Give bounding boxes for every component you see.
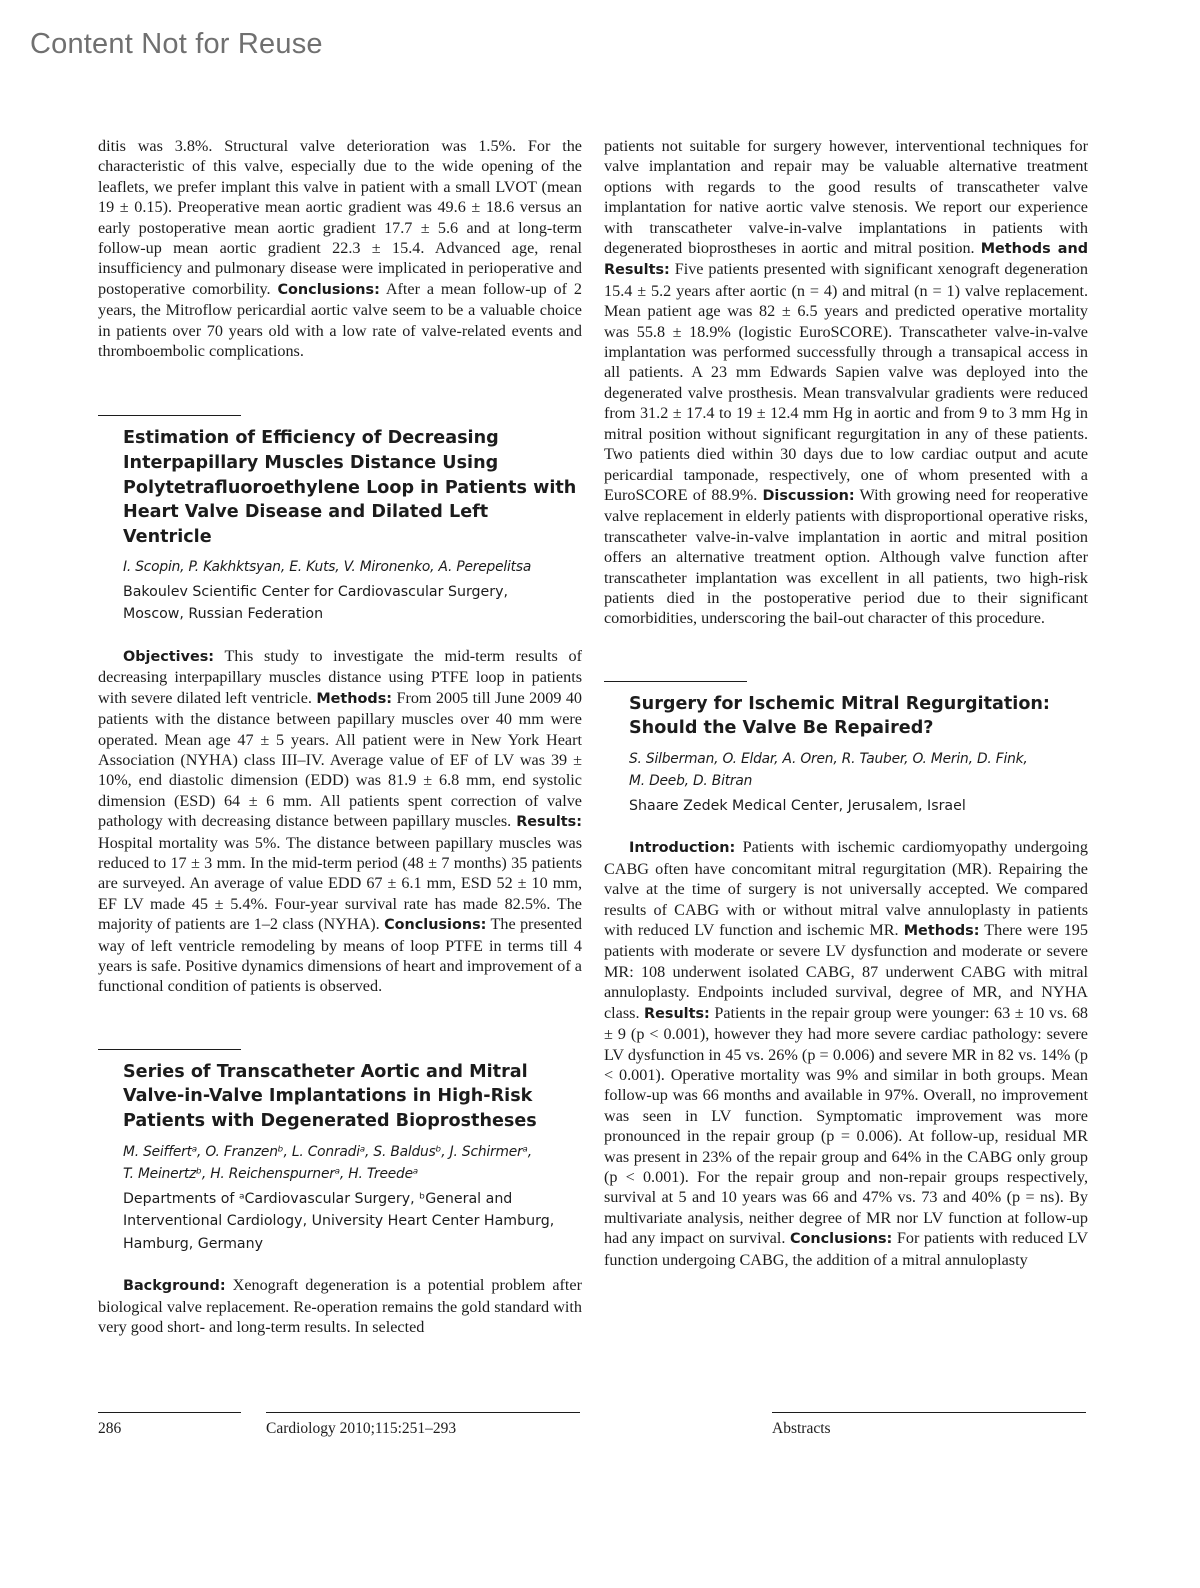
introduction-text: Patients with ischemic cardiomyopathy undergoing CABG often have concomitant mitral regurgitation (MR). Repairing the valve at the time of surgery is not universally accepted. We compared results of CABG with or without mitral valve annuloplasty in patients with reduced LV function and ischemic MR.: [604, 838, 1088, 940]
affiliation: [629, 795, 1088, 818]
page-number: 286: [98, 1420, 122, 1437]
watermark: Content Not for Reuse: [30, 28, 323, 60]
affiliation: [123, 1188, 582, 1256]
section-label: Results:: [516, 814, 582, 831]
left-column: [98, 136, 582, 1337]
author-line: M. Deeb, D. Bitran: [629, 773, 753, 790]
author-line: T. Meinertzᵇ, H. Reichenspurnerᵃ, H. Treedeᵃ: [123, 1166, 419, 1183]
right-column: [604, 136, 1088, 1270]
affiliation-line: Moscow, Russian Federation: [123, 606, 324, 623]
section-label: Objectives:: [123, 648, 215, 665]
section-label: Conclusions:: [277, 281, 380, 298]
author-list: [629, 748, 1088, 793]
background-text: Xenograft degeneration is a potential problem after biological valve replacement. Re-operation remains the gold standard with very good short- and long-term results. In selected: [98, 1276, 582, 1336]
abstract-body: [604, 837, 1088, 1270]
abstract-title: Estimation of Efficiency of Decreasing Interpapillary Muscles Distance Using Polytetrafluoroethylene Loop in Patients with Heart Valve Disease and Dilated Left Ventricle: [123, 428, 577, 547]
affiliation-line: Hamburg, Germany: [123, 1235, 263, 1252]
discussion-text: With growing need for reoperative valve replacement in elderly patients with disproportional operative risks, transcatheter valve-in-valve implantation in aortic and mitral position offers an alternative treatment option. Although valve function after transcatheter implantation was excellent in all patients, two high-risk patients died in the postoperative period due to their significant comorbidities, underscoring the bail-out character of this procedure.: [604, 485, 1089, 628]
abstract-title: Series of Transcatheter Aortic and Mitral Valve-in-Valve Implantations in High-Risk Patients with Degenerated Bioprostheses: [123, 1061, 537, 1132]
conclusions-text: The presented way of left ventricle remodeling by means of loop PTFE in terms till 4 years is safe. Positive dynamics dimensions of heart and improvement of a functional condition of patients is observed.: [98, 915, 582, 996]
affiliation-line: Shaare Zedek Medical Center, Jerusalem, Israel: [629, 797, 966, 814]
section-name: Abstracts: [772, 1420, 831, 1437]
methods-results-text: Five patients presented with significant xenograft degeneration 15.4 ± 5.2 years after aortic (n = 4) and mitral (n = 1) valve replacement. Mean patient age was 82 ± 6.5 years and predicted operative mortality was 55.8 ± 18.9% (logistic EuroSCORE). Transcatheter valve-in-valve implantation was performed successfully through a transapical access in all patients. A 23 mm Edwards Sapien valve was deployed into the degenerated valve prosthesis. Mean transvalvular gradients were reduced from 31.2 ± 17.4 to 19 ± 12.4 mm Hg in aortic and from 9 to 3 mm Hg in mitral position without significant regurgitation in any of these patients. Two patients died within 30 days due to low cardiac output and acute pericardial tamponade, respectively, one of whom presented with a EuroSCORE of 88.9%.: [604, 260, 1088, 504]
journal-citation: Cardiology 2010;115:251–293: [266, 1420, 457, 1437]
section-label: Conclusions:: [384, 917, 487, 934]
abstract-ischemic-mr: [604, 681, 1088, 1270]
continued-abstract-text: [98, 136, 582, 361]
section-label: Introduction:: [629, 840, 736, 857]
author-list: [123, 1141, 582, 1186]
section-label: Discussion:: [762, 487, 855, 504]
abstract-ptfe-loop: [98, 415, 582, 996]
section-label: Methods:: [316, 690, 393, 707]
section-label: Results:: [644, 1005, 710, 1022]
continued-abstract-text: [604, 136, 1088, 629]
continued-abstract-body: ditis was 3.8%. Structural valve deterioration was 1.5%. For the characteristic of this valve, especially due to the wide opening of the leaflets, we prefer implant this valve in patient with a small LVOT (mean 19 ± 0.15). Preoperative mean aortic gradient was 49.6 ± 18.6 versus an early postoperative mean aortic gradient 17.7 ± 5.6 and at long-term follow-up mean aortic gradient 22.3 ± 15.4. Advanced age, renal insufficiency and pulmonary disease were implicated in perioperative and postoperative comorbility.: [98, 137, 582, 298]
results-text: Patients in the repair group were younger: 63 ± 10 vs. 68 ± 9 (p < 0.001), however they had more severe cardiac pathology: severe LV dysfunction in 45 vs. 26% (p = 0.006) and severe MR in 82 vs. 14% (p < 0.001). Operative mortality was 9% and similar in both groups. Mean follow-up was 66 months and available in 97%. Overall, no improvement was seen in LV function. Symptomatic improvement was more pronounced in the repair group (p = 0.006). At follow-up, residual MR was present in 23% of the repair group and 64% in the CABG only group (p < 0.001). For the repair group and non-repair groups respectively, survival at 5 and 10 years was 66 and 47% vs. 73 and 40% (p = ns). By multivariate analysis, neither degree of MR nor LV function at follow-up had any impact on survival.: [604, 1003, 1089, 1248]
abstract-title: Surgery for Ischemic Mitral Regurgitation: Should the Valve Be Repaired?: [629, 693, 1050, 739]
author-line: M. Seiffertᵃ, O. Franzenᵇ, L. Conradiᵃ, S. Baldusᵇ, J. Schirmerᵃ,: [123, 1143, 532, 1160]
section-label: Conclusions:: [789, 1231, 893, 1248]
footer-rule: [772, 1412, 1086, 1413]
section-divider: [98, 415, 241, 416]
affiliation: [123, 581, 582, 626]
author-line: S. Silberman, O. Eldar, A. Oren, R. Tauber, O. Merin, D. Fink,: [629, 750, 1028, 767]
methods-text: There were 195 patients with moderate or severe LV dysfunction and moderate or severe MR: 108 underwent isolated CABG, 87 underwent CABG with mitral annuloplasty. Endpoints included survival, degree of MR, and NYHA class.: [604, 921, 1088, 1022]
conclusions-text: For patients with reduced LV function undergoing CABG, the addition of a mitral annuloplasty: [604, 1229, 1089, 1269]
affiliation-line: Interventional Cardiology, University Heart Center Hamburg,: [123, 1213, 555, 1230]
continued-abstract-body: patients not suitable for surgery however, interventional techniques for valve implantation and repair may be valuable alternative treatment options with regards to the good results of transcatheter valve implantation for native aortic valve stenosis. We report our experience with transcatheter valve-in-valve implantations in patients with degenerated bioprostheses in aortic and mitral position.: [604, 137, 1088, 258]
abstract-body: [98, 1275, 582, 1337]
conclusions-text: After a mean follow-up of 2 years, the Mitroflow pericardial aortic valve seem to be a valuable choice in patients over 70 years old with a low rate of valve-related events and thromboembolic complications.: [98, 279, 583, 361]
section-label: Methods and Results:: [604, 241, 1088, 279]
section-label: Methods:: [903, 923, 980, 940]
author-list: I. Scopin, P. Kakhktsyan, E. Kuts, V. Mironenko, A. Perepelitsa: [123, 559, 532, 576]
affiliation-line: Departments of ᵃCardiovascular Surgery, ᵇGeneral and: [123, 1190, 513, 1207]
section-divider: [604, 681, 747, 682]
footer-rule: [98, 1412, 241, 1413]
section-divider: [98, 1049, 241, 1050]
footer-rule: [266, 1412, 580, 1413]
abstract-valve-in-valve: [98, 1049, 582, 1338]
objectives-text: This study to investigate the mid-term results of decreasing interpapillary muscles distance using PTFE loop in patients with severe dilated left ventricle.: [98, 646, 582, 707]
abstract-body: [98, 646, 582, 997]
affiliation-line: Bakoulev Scientific Center for Cardiovascular Surgery,: [123, 583, 509, 600]
section-label: Background:: [123, 1278, 226, 1295]
methods-text: From 2005 till June 2009 40 patients with the distance between papillary muscles over 40 mm were operated. Mean age 47 ± 5 years. All patient were in New York Heart Association (NYHA) class III–IV. Average value of EF of LV was 39 ± 10%, end diastolic dimension (EDD) was 81.9 ± 6.8 mm, end systolic dimension (ESD) 64 ± 6 mm. All patients spent correction of valve pathology with decreasing distance between papillary muscles.: [98, 688, 583, 831]
results-text: Hospital mortality was 5%. The distance between papillary muscles was reduced to 17 ± 3 mm. In the mid-term period (48 ± 7 months) 35 patients are surveyed. An average of value EDD 67 ± 6.1 mm, ESD 52 ± 10 mm, EF LV made 45 ± 5.4%. Four-year survival rate has made 82.5%. The majority of patients are 1–2 class (NYHA).: [98, 833, 582, 934]
